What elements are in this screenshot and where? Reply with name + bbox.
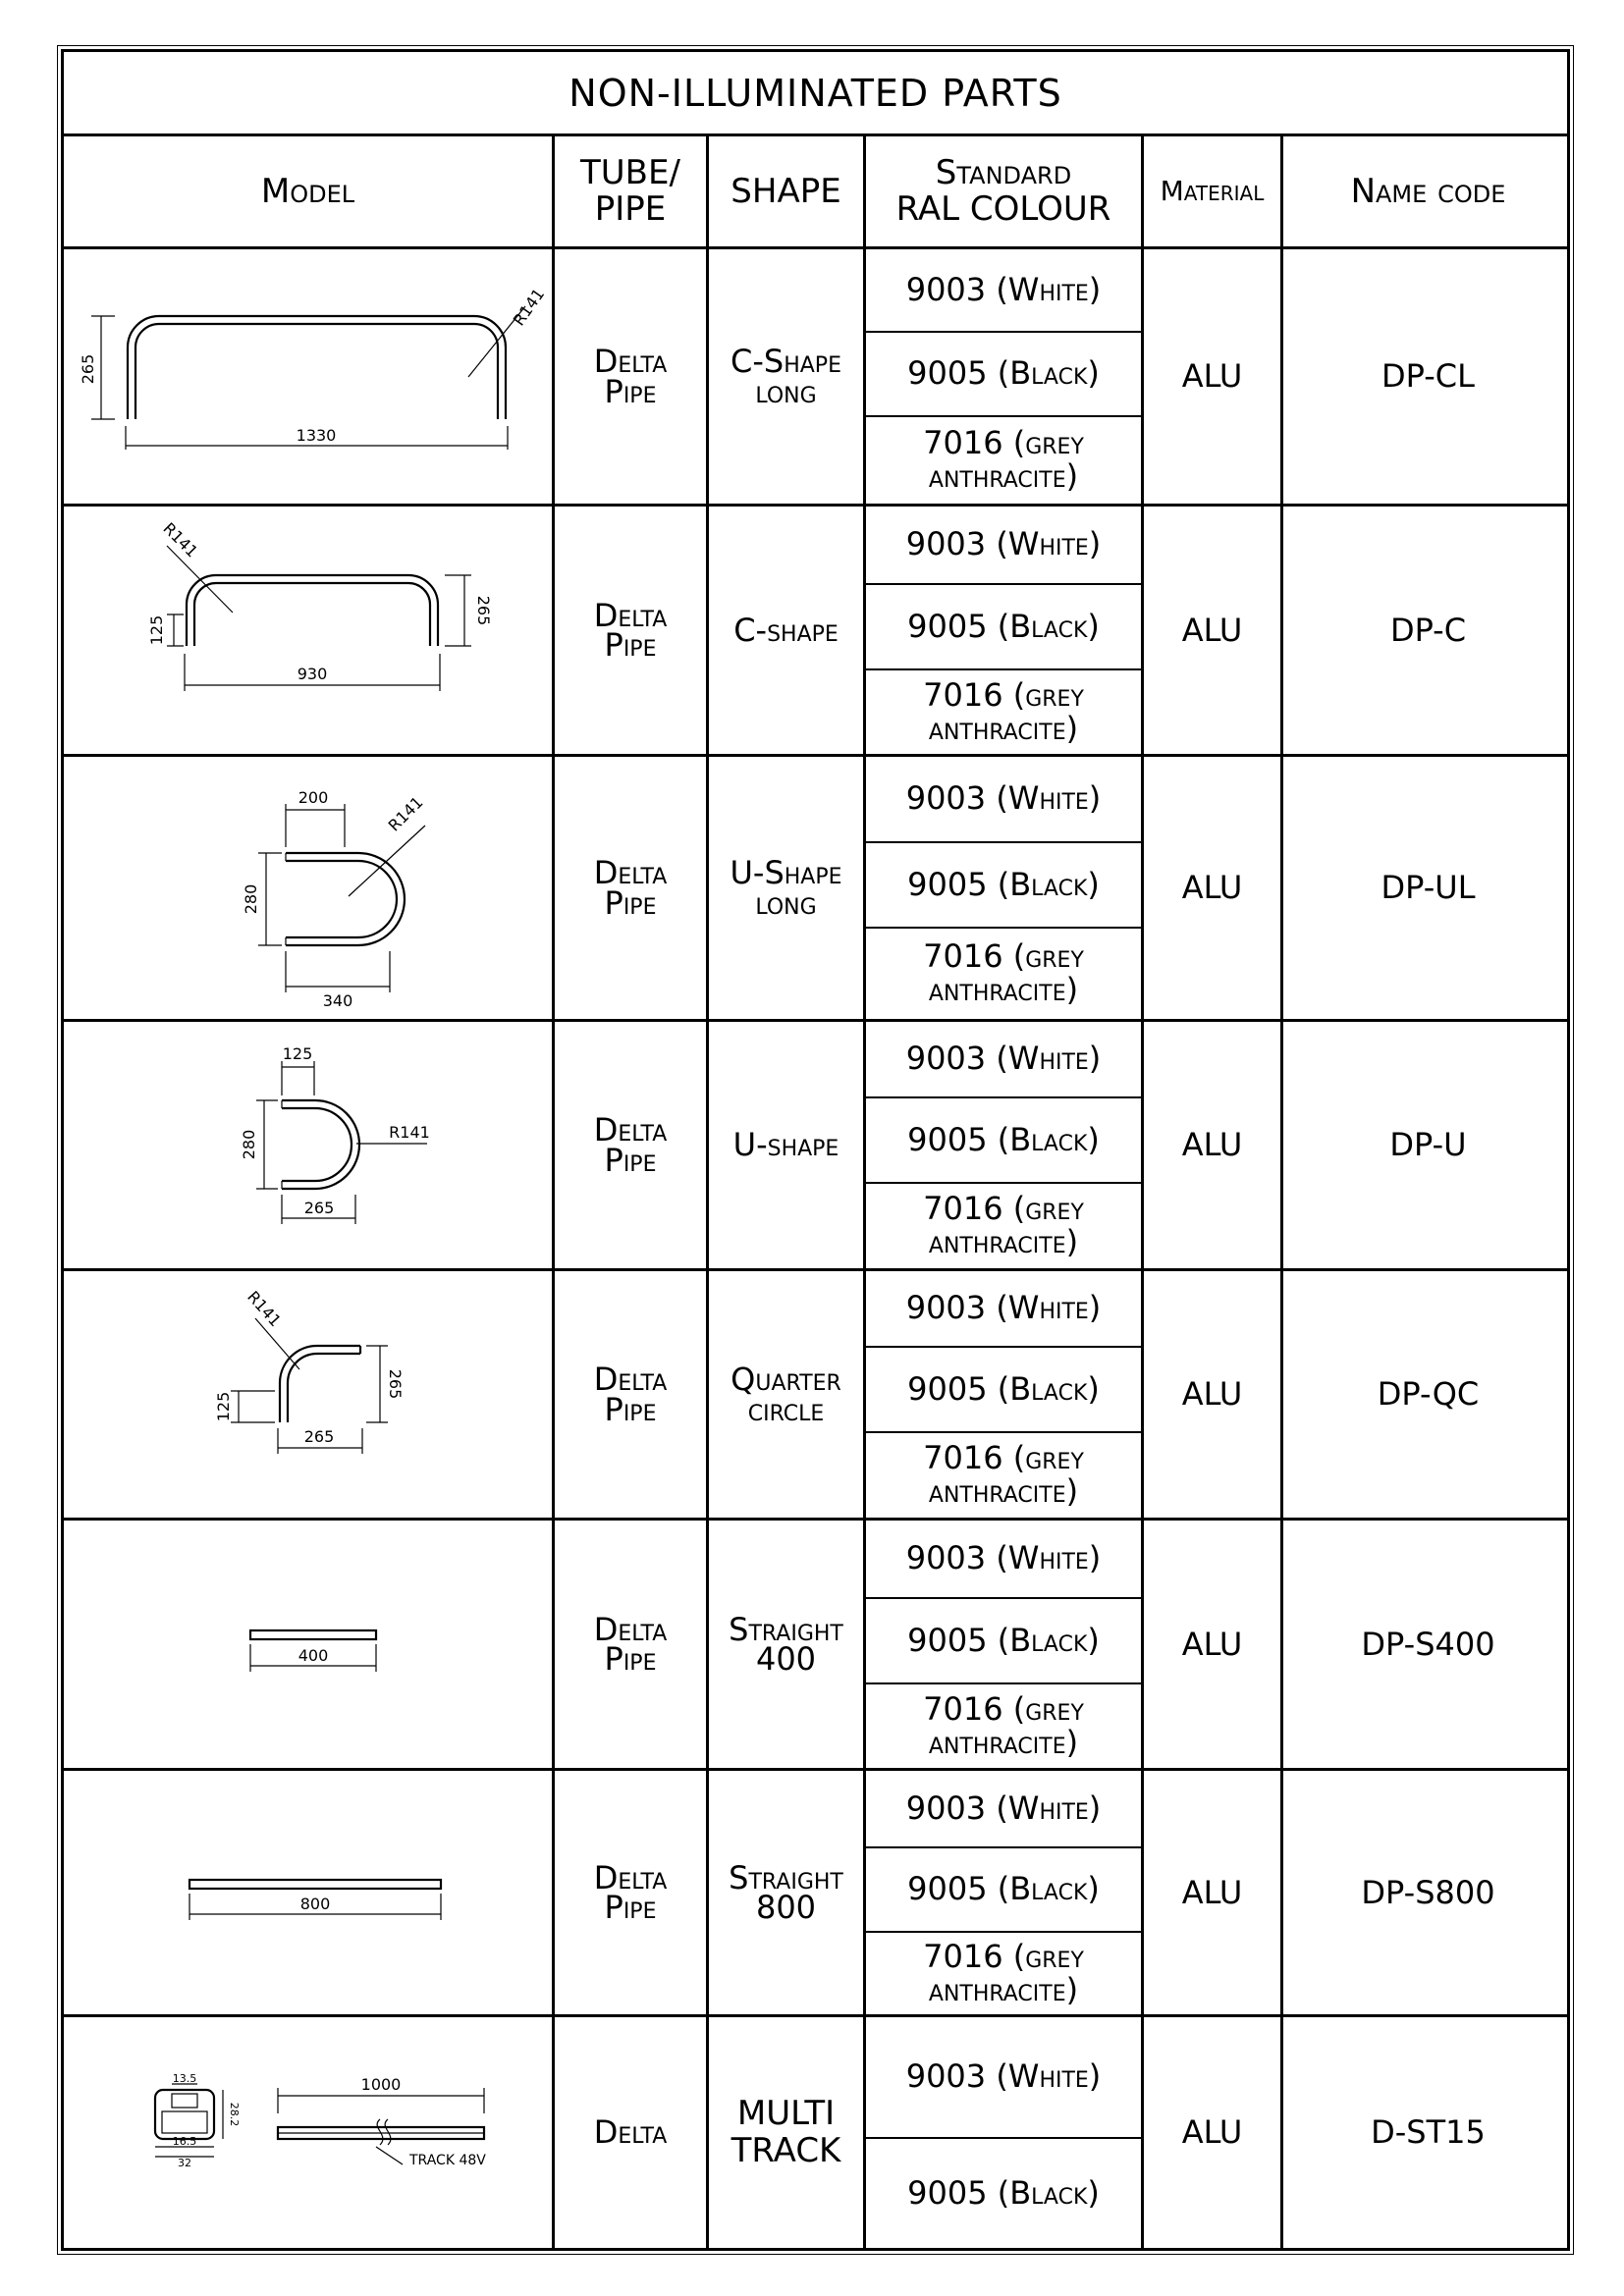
table-row bbox=[64, 757, 1567, 1022]
model-drawing bbox=[64, 1271, 552, 1518]
header-shape: SHAPE bbox=[706, 136, 863, 246]
colour-white: 9003 (White) bbox=[905, 525, 1102, 563]
tube-pipe: Delta Pipe bbox=[593, 854, 668, 922]
shape: Quarter circle bbox=[731, 1361, 841, 1428]
tube-pipe: Delta Pipe bbox=[593, 596, 668, 664]
colour-white: 9003 (White) bbox=[905, 779, 1102, 818]
svg-text:265: 265 bbox=[474, 595, 493, 626]
colour-grey: 7016 (grey anthracite) bbox=[866, 1682, 1141, 1768]
svg-text:200: 200 bbox=[298, 788, 329, 807]
svg-text:125: 125 bbox=[282, 1044, 313, 1063]
shape: U-shape bbox=[732, 1126, 839, 1164]
svg-text:265: 265 bbox=[303, 1427, 335, 1446]
shape: Straight 400 bbox=[729, 1610, 843, 1678]
table-row bbox=[64, 507, 1567, 757]
colour-white: 9003 (White) bbox=[905, 1789, 1102, 1827]
colour-white: 9003 (White) bbox=[905, 1539, 1102, 1577]
material: ALU bbox=[1181, 1625, 1243, 1663]
colour-grey: 7016 (grey anthracite) bbox=[866, 927, 1141, 1019]
colour-black: 9005 (Black) bbox=[866, 2137, 1141, 2248]
dim-length: 1330 bbox=[296, 426, 337, 445]
material: ALU bbox=[1181, 1873, 1243, 1911]
model-drawing bbox=[64, 1521, 552, 1768]
colour-grey: 7016 (grey anthracite) bbox=[866, 1182, 1141, 1268]
svg-text:280: 280 bbox=[240, 1129, 258, 1160]
material: ALU bbox=[1181, 2113, 1243, 2152]
material: ALU bbox=[1181, 869, 1243, 907]
svg-text:280: 280 bbox=[242, 883, 260, 915]
header-model: Model bbox=[260, 171, 355, 211]
tube-pipe: Delta Pipe bbox=[593, 1610, 668, 1678]
svg-text:125: 125 bbox=[214, 1391, 233, 1422]
colour-black: 9005 (Black) bbox=[866, 841, 1141, 927]
colour-black: 9005 (Black) bbox=[866, 1597, 1141, 1682]
svg-text:R141: R141 bbox=[389, 1123, 430, 1142]
header-standard-ral: Standard RAL COLOUR bbox=[863, 136, 1141, 246]
tube-pipe: Delta bbox=[593, 2113, 668, 2152]
colour-white: 9003 (White) bbox=[905, 270, 1102, 308]
shape: C-Shape long bbox=[731, 343, 841, 410]
svg-text:R141: R141 bbox=[244, 1287, 286, 1331]
model-drawing bbox=[64, 757, 552, 1019]
colour-black: 9005 (Black) bbox=[866, 583, 1141, 668]
colour-black: 9005 (Black) bbox=[866, 1096, 1141, 1182]
colour-grey: 7016 (grey anthracite) bbox=[866, 1431, 1141, 1518]
colour-grey: 7016 (grey anthracite) bbox=[866, 415, 1141, 504]
svg-text:32: 32 bbox=[178, 2157, 191, 2169]
svg-text:R141: R141 bbox=[159, 518, 202, 561]
name-code: DP-CL bbox=[1381, 357, 1475, 396]
svg-text:R141: R141 bbox=[384, 792, 427, 835]
material: ALU bbox=[1181, 611, 1243, 649]
name-code: DP-QC bbox=[1377, 1375, 1480, 1414]
table-row bbox=[64, 1521, 1567, 1771]
header-row bbox=[64, 136, 1567, 249]
tube-pipe: Delta Pipe bbox=[593, 343, 668, 410]
material: ALU bbox=[1181, 1126, 1243, 1164]
tube-pipe: Delta Pipe bbox=[593, 1858, 668, 1926]
model-drawing bbox=[64, 1771, 552, 2014]
svg-text:930: 930 bbox=[297, 665, 328, 683]
svg-text:125: 125 bbox=[147, 614, 166, 646]
table-row bbox=[64, 1271, 1567, 1521]
svg-text:13.5: 13.5 bbox=[172, 2072, 197, 2085]
svg-text:TRACK 48V: TRACK 48V bbox=[409, 2153, 486, 2168]
material: ALU bbox=[1181, 357, 1243, 396]
tube-pipe: Delta Pipe bbox=[593, 1111, 668, 1179]
dim-height: 265 bbox=[79, 353, 97, 385]
svg-text:265: 265 bbox=[303, 1199, 335, 1217]
svg-text:340: 340 bbox=[322, 991, 353, 1010]
colour-grey: 7016 (grey anthracite) bbox=[866, 1931, 1141, 2014]
model-drawing bbox=[64, 507, 552, 754]
svg-text:16.5: 16.5 bbox=[172, 2135, 197, 2148]
svg-text:1000: 1000 bbox=[360, 2075, 402, 2094]
svg-text:28.2: 28.2 bbox=[228, 2102, 241, 2127]
colour-black: 9005 (Black) bbox=[866, 331, 1141, 415]
model-drawing bbox=[64, 1022, 552, 1268]
name-code: DP-S800 bbox=[1361, 1873, 1495, 1911]
table-row bbox=[64, 1022, 1567, 1271]
dim-radius: R141 bbox=[509, 285, 549, 330]
svg-text:400: 400 bbox=[298, 1646, 329, 1665]
tube-pipe: Delta Pipe bbox=[593, 1361, 668, 1428]
shape: U-Shape long bbox=[730, 854, 842, 922]
name-code: DP-UL bbox=[1380, 869, 1476, 907]
colour-grey: 7016 (grey anthracite) bbox=[866, 668, 1141, 754]
svg-text:265: 265 bbox=[386, 1368, 405, 1400]
header-tube-pipe: TUBE/ PIPE bbox=[552, 136, 706, 246]
colour-white: 9003 (White) bbox=[905, 1289, 1102, 1327]
name-code: D-ST15 bbox=[1371, 2113, 1486, 2152]
table-row bbox=[64, 1771, 1567, 2017]
shape: MULTI TRACK bbox=[731, 2094, 841, 2170]
colour-black: 9005 (Black) bbox=[866, 1846, 1141, 1931]
c-shape-long-drawing bbox=[64, 249, 552, 507]
header-name-code: Name code bbox=[1280, 136, 1573, 246]
title-row bbox=[64, 52, 1567, 136]
page-title: NON-ILLUMINATED PARTS bbox=[568, 71, 1062, 115]
header-material: Material bbox=[1141, 136, 1280, 246]
name-code: DP-C bbox=[1389, 611, 1467, 649]
name-code: DP-S400 bbox=[1361, 1625, 1495, 1663]
table-row bbox=[64, 2017, 1567, 2248]
svg-text:800: 800 bbox=[299, 1895, 331, 1913]
table-row bbox=[64, 249, 1567, 507]
shape: C-shape bbox=[733, 611, 839, 649]
colour-white: 9003 (White) bbox=[905, 2057, 1102, 2096]
shape: Straight 800 bbox=[729, 1858, 843, 1926]
colour-white: 9003 (White) bbox=[905, 1040, 1102, 1078]
colour-black: 9005 (Black) bbox=[866, 1346, 1141, 1431]
model-drawing bbox=[64, 2017, 552, 2248]
name-code: DP-U bbox=[1389, 1126, 1467, 1164]
multi-track-drawing bbox=[64, 2017, 552, 2248]
model-drawing bbox=[64, 249, 552, 504]
parts-table bbox=[61, 49, 1570, 2251]
material: ALU bbox=[1181, 1375, 1243, 1414]
